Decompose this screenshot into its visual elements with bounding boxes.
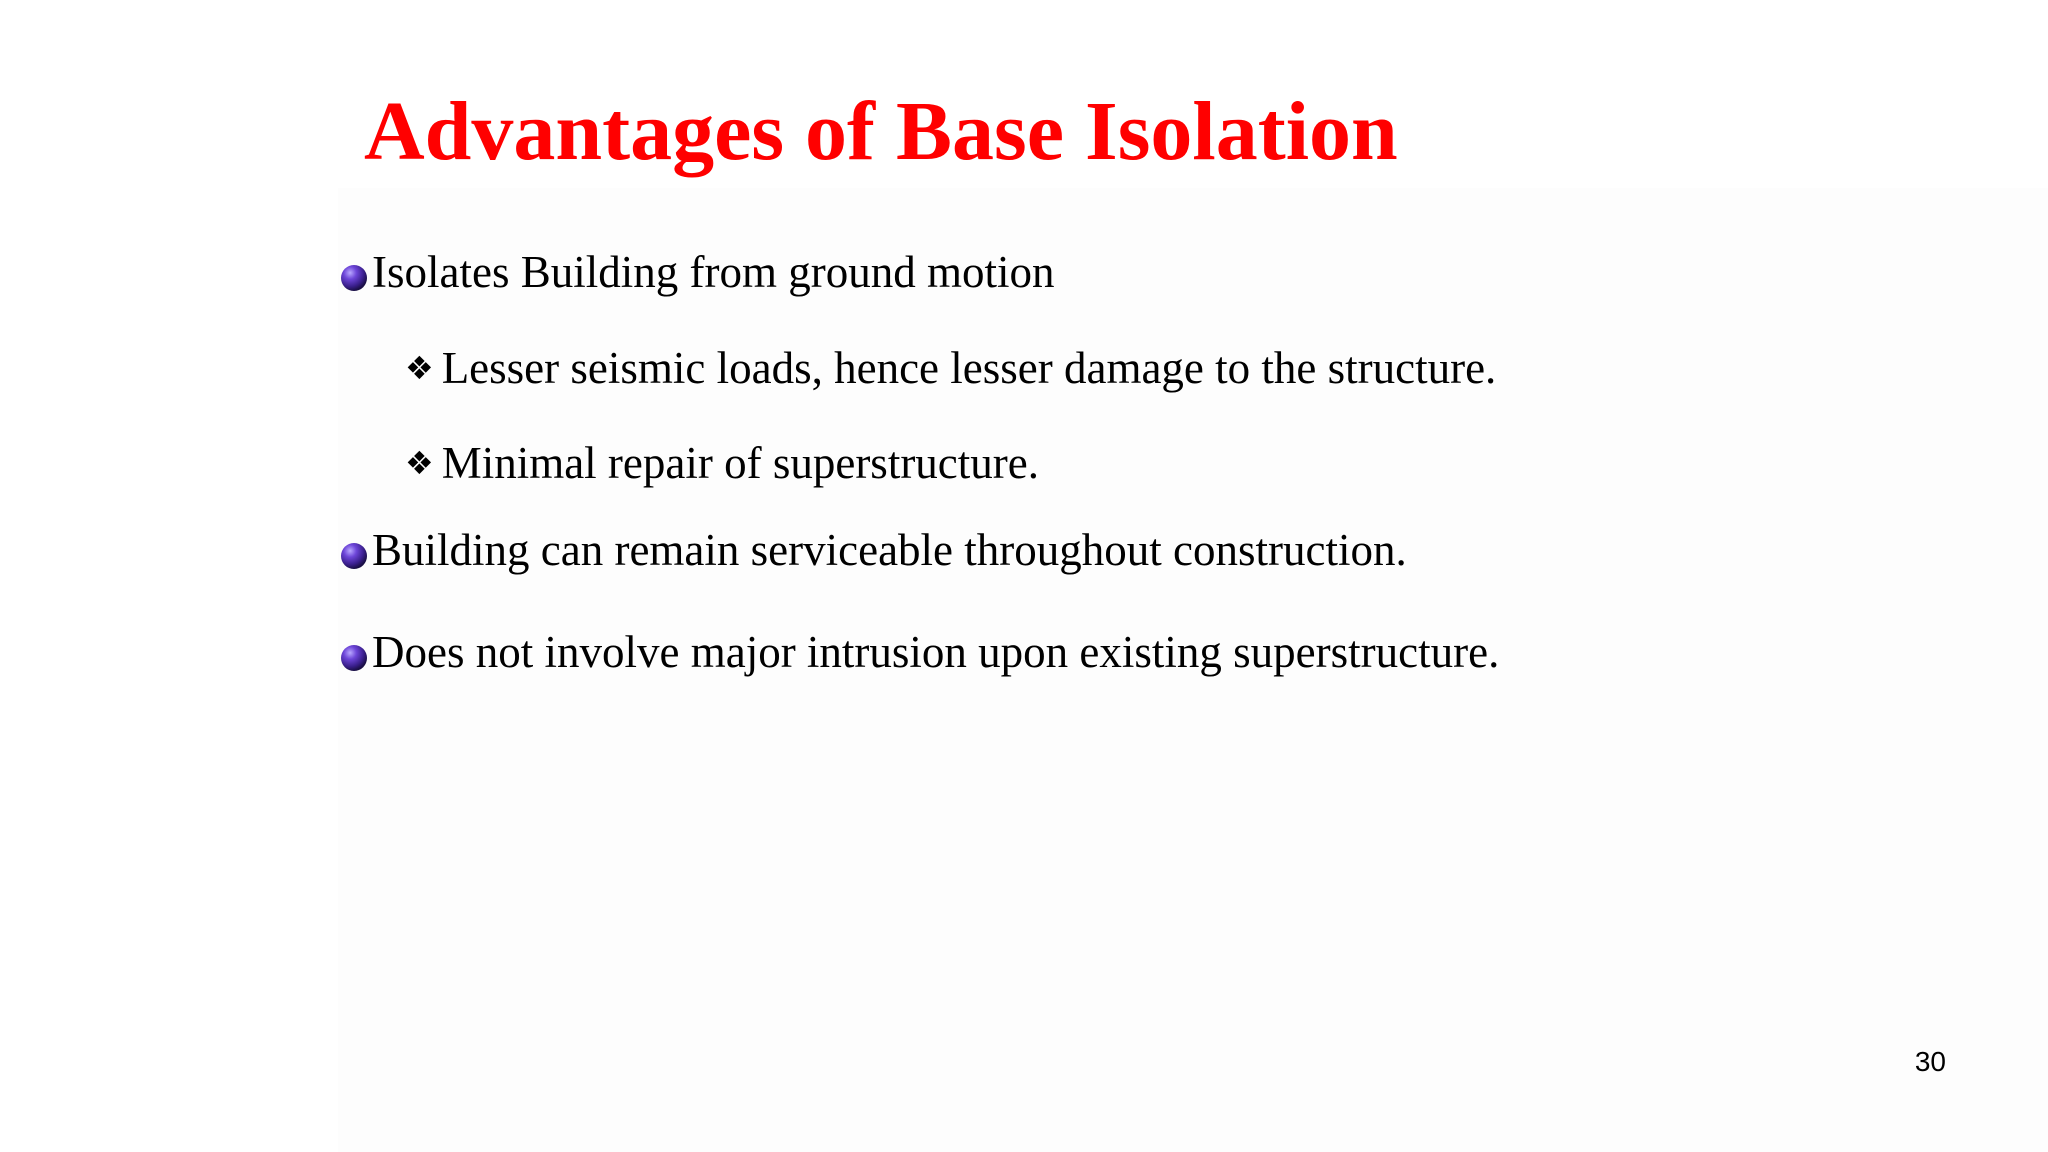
bullet-item bbox=[340, 244, 1054, 300]
bullet-text: Does not involve major intrusion upon existing superstructure. bbox=[372, 627, 1500, 677]
bullet-text: Building can remain serviceable throughout construction. bbox=[372, 525, 1407, 575]
bullet-item bbox=[340, 522, 1407, 578]
diamond-bullet-icon: ❖ bbox=[405, 444, 434, 482]
purple-sphere-icon bbox=[340, 541, 368, 571]
sub-bullet-item bbox=[405, 435, 1039, 491]
bullet-item bbox=[340, 624, 1499, 680]
slide-title: Advantages of Base Isolation bbox=[364, 85, 1398, 178]
sub-bullet-text: Lesser seismic loads, hence lesser damage to the structure. bbox=[441, 343, 1497, 393]
diamond-bullet-icon: ❖ bbox=[405, 349, 434, 387]
bullet-text: Isolates Building from ground motion bbox=[372, 247, 1055, 297]
sub-bullet-text: Minimal repair of superstructure. bbox=[441, 438, 1039, 488]
page-number: 30 bbox=[1914, 1046, 1946, 1077]
sub-bullet-item bbox=[405, 340, 1496, 396]
purple-sphere-icon bbox=[340, 643, 368, 673]
purple-sphere-icon bbox=[340, 263, 368, 293]
